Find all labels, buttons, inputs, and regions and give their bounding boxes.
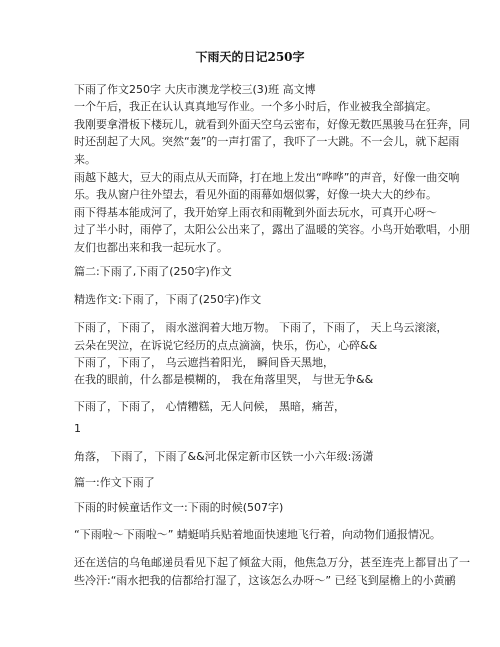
text-line: 在我的眼前，什么都是模糊的， 我在角落里哭， 与世无争&&: [74, 373, 374, 386]
page-number: 1: [74, 422, 81, 435]
text-line: 乐。我从窗户往外望去，看见外面的雨幕如烟似雾，好像一块大大的纱布。: [74, 188, 437, 201]
text-line: 还在送信的乌龟邮递员看见下起了倾盆大雨，他焦急万分，甚至连壳上都冒出了一: [74, 556, 470, 569]
section-heading: 篇一:作文下雨了: [74, 476, 155, 489]
text-line: 雨下得基本能成河了，我开始穿上雨衣和雨靴到外面去玩水，可真开心呀～: [74, 206, 437, 219]
text-line: 一个午后，我正在认认真真地写作业。一个多小时后，作业被我全部搞定。: [74, 100, 437, 113]
document-title: 下雨天的日记250字: [195, 50, 305, 64]
text-line: 些冷汗:“雨水把我的信都给打湿了，这该怎么办呀～” 已经飞到屋檐上的小黄鹂: [74, 574, 456, 587]
text-line: 下雨了作文250字 大庆市澳龙学校三(3)班 高文博: [74, 83, 316, 96]
text-line: 我刚要拿滑板下楼玩儿，就看到外面天空乌云密布，好像无数匹黑骏马在狂奔，同: [74, 118, 470, 131]
text-line: 下雨了，下雨了， 雨水滋润着大地万物。 下雨了，下雨了， 天上乌云滚滚，: [74, 321, 448, 334]
text-line: 友们也都出来和我一起玩水了。: [74, 241, 228, 254]
section-heading: 篇二:下雨了,下雨了(250字)作文: [74, 265, 232, 278]
section-heading: 精选作文:下雨了，下雨了(250字)作文: [74, 293, 262, 306]
text-line: 时还刮起了大风。突然“轰”的一声打雷了，我吓了一大跳。不一会儿，就下起雨: [74, 135, 460, 148]
text-line: 角落， 下雨了，下雨了&&河北保定新市区铁一小六年级:汤潇: [74, 450, 374, 463]
text-line: 下雨了，下雨了， 心情糟糕，无人问候， 黑暗，痛苦，: [74, 400, 345, 413]
text-line: 过了半小时，雨停了，太阳公公出来了，露出了温暖的笑容。小鸟开始歌唱，小朋: [74, 223, 470, 236]
text-line: 雨越下越大，豆大的雨点从天而降，打在地上发出“哗哗”的声音，好像一曲交响: [74, 171, 460, 184]
text-line: 来。: [74, 153, 96, 166]
text-line: “下雨啦～下雨啦～” 蜻蜓哨兵贴着地面快速地飞行着，向动物们通报情况。: [74, 528, 441, 541]
text-line: 下雨了，下雨了， 乌云遮挡着阳光， 瞬间昏天黑地，: [74, 356, 334, 369]
text-line: 云朵在哭泣，在诉说它经历的点点滴滴，快乐，伤心，心碎&&: [74, 339, 378, 352]
section-heading: 下雨的时候童话作文一:下雨的时候(507字): [74, 501, 284, 514]
